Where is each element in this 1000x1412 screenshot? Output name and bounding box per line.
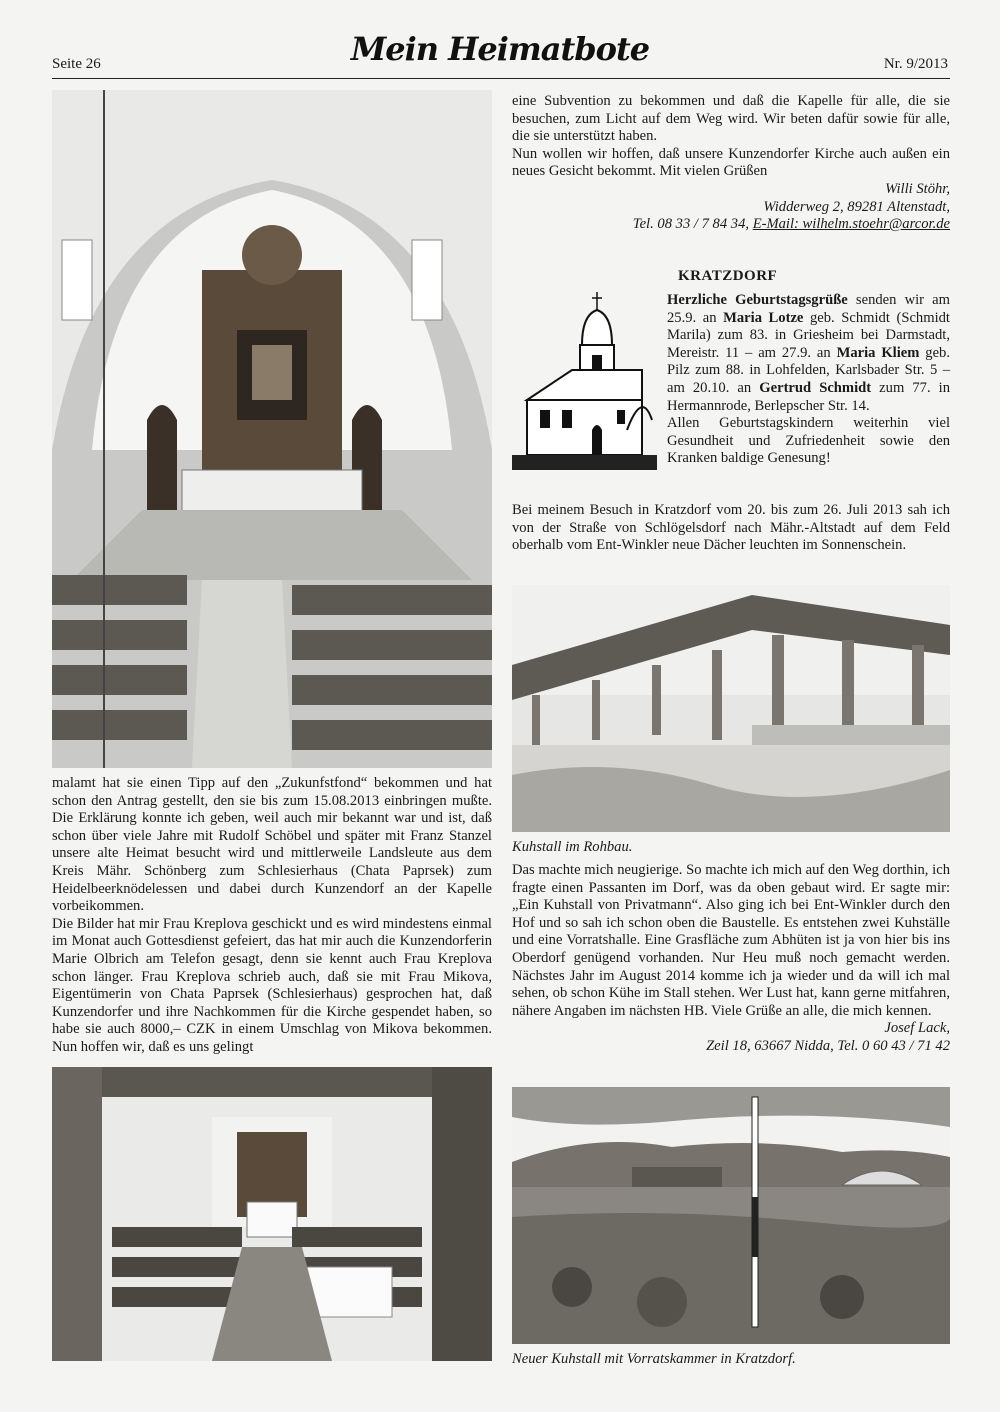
greetings-paragraph bbox=[667, 292, 950, 415]
greetings-text-4: zum 77. in Hermannrode, Berlepscher Str. 14. bbox=[667, 379, 950, 414]
greetings-title: Herzliche Geburtstagsgrüße bbox=[667, 292, 848, 308]
masthead-logo: Mein Heimatbote bbox=[350, 30, 650, 68]
birthday-greetings bbox=[667, 292, 950, 468]
story-signature-name: Josef Lack, bbox=[884, 1020, 950, 1037]
greetings-text-1: senden wir am 25.9. an bbox=[667, 292, 950, 326]
greetings-text-3: geb. Pilz zum 88. in Lohfelden, Karlsbader Str. 5 – am 20.10. an bbox=[667, 344, 950, 396]
celebrant-name-3: Gertrud Schmidt bbox=[759, 379, 872, 396]
signature-email: E-Mail: wilhelm.stoehr@arcor.de bbox=[752, 216, 950, 233]
barn-construction-photo bbox=[512, 585, 950, 832]
issue-number: Nr. 9/2013 bbox=[883, 56, 948, 72]
visit-paragraph: Bei meinem Besuch in Kratzdorf vom 20. bis zum 26. Juli 2013 sah ich von der Straße von Schlögelsdorf nach Mähr.-Altstadt auf dem Feld oberhalb vom Ent-Winkler neue Dächer leuchten im Sonnenschein. bbox=[512, 502, 950, 554]
chapel-altar-photo bbox=[52, 90, 492, 768]
new-barn-photo bbox=[512, 1087, 950, 1344]
left-article-text bbox=[52, 775, 492, 1057]
celebrant-name-2: Maria Kliem bbox=[836, 344, 920, 361]
left-paragraph-2: Die Bilder hat mir Frau Kreplova geschickt und es wird mindestens einmal im Monat auch Gottesdienst gefeiert, das hat mir auch die Kunzendorferin Marie Olbrich am Telefon gesagt, denn sie kennt auch Frau Kreplova schon länger. Frau Kreplova schrieb auch, daß sie mit Frau Mikova, Eigentümerin von Chata Paprsek (Schlesierhaus) gesprochen hat, daß Kunzendorfer und ihre Nachkommen für die Kirche gespendet haben, so habe sie auch 8000,– CZK in einem Umschlag von Mikova bekommen. Nun hoffen wir, daß es uns gelingt bbox=[52, 915, 492, 1055]
celebrant-name-1: Maria Lotze bbox=[723, 309, 804, 326]
right-paragraph-1: eine Subvention zu bekommen und daß die Kapelle für alle, die sie besuchen, zum Licht auf dem Weg wird. Wir beten dafür sowie für alle, die sie unterstützt haben. bbox=[512, 93, 950, 145]
story-signature-address: Zeil 18, 63667 Nidda, Tel. 0 60 43 / 71 42 bbox=[706, 1037, 950, 1054]
right-paragraph-2: Nun wollen wir hoffen, daß unsere Kunzendorfer Kirche auch außen ein neues Gesicht bekommt. Mit vielen Grüßen bbox=[512, 145, 950, 180]
right-top-text bbox=[512, 93, 950, 234]
church-drawing bbox=[512, 290, 657, 470]
chapel-nave-photo bbox=[52, 1067, 492, 1361]
header-rule bbox=[52, 78, 950, 79]
caption-barn-construction: Kuhstall im Rohbau. bbox=[512, 839, 633, 855]
signature-tel: Tel. 08 33 / 7 84 34, bbox=[632, 216, 750, 233]
greetings-text-2: geb. Schmidt (Schmidt Marila) zum 83. in Griesheim bei Darmstadt, Mereistr. 11 – am 27.9. an bbox=[667, 309, 950, 361]
story-paragraph: Das machte mich neugierige. So machte ich mich auf den Weg dorthin, ich fragte einen Passanten im Dorf, was da oben gebaut wird. Er sagte mir: „Ein Kuhstall von Privatmann“. Also ging ich bei Ent-Winkler durch den Hof und so sah ich schon oben die Baustelle. Es entstehen zwei Kuhställe und eine Vorratshalle. Eine Grasfläche zum Abhüten ist ja von hier bis ins Oberdorf genügend vorhanden. Nur Heu muß noch gemacht werden. Nächstes Jahr im August 2014 komme ich ja wieder und da will ich mal sehen, ob schon Kühe im Stall stehen. Wer Lust hat, kann gerne mitfahren, nähere Angaben im nächsten HB. Viele Grüße an alle, die mich kennen. bbox=[512, 862, 950, 1019]
caption-new-barn: Neuer Kuhstall mit Vorratskammer in Kratzdorf. bbox=[512, 1351, 796, 1367]
wishes-paragraph: Allen Geburtstagskindern weiterhin viel Gesundheit und Zufriedenheit sowie den Kranken baldige Genesung! bbox=[667, 415, 950, 467]
signature-name: Willi Stöhr, bbox=[885, 180, 950, 197]
story-text bbox=[512, 862, 950, 1056]
left-paragraph-1: malamt hat sie einen Tipp auf den „Zukunfstfond“ bekommen und hat schon den Antrag gestellt, den sie bis zum 15.08.2013 einbringen mußte. Die Erklärung konnte ich geben, weil auch mir bekannt war und ist, daß schon über viele Jahre mit Rudolf Schöbel und später mit Franz Stanzel unsere alte Heimat besucht wird und mittlerweile Landsleute aus dem Kreis Mähr. Schönberg zum Schlesierhaus (Chata Paprsek) zum Heidelbeerknödelessen und dabei durch Kunzendorf an der Kapelle vorbeikommen. bbox=[52, 775, 492, 915]
signature-contact bbox=[512, 216, 950, 234]
page-number: Seite 26 bbox=[52, 56, 101, 72]
signature-address: Widderweg 2, 89281 Altenstadt, bbox=[763, 198, 950, 215]
section-heading-kratzdorf: KRATZDORF bbox=[678, 268, 778, 284]
